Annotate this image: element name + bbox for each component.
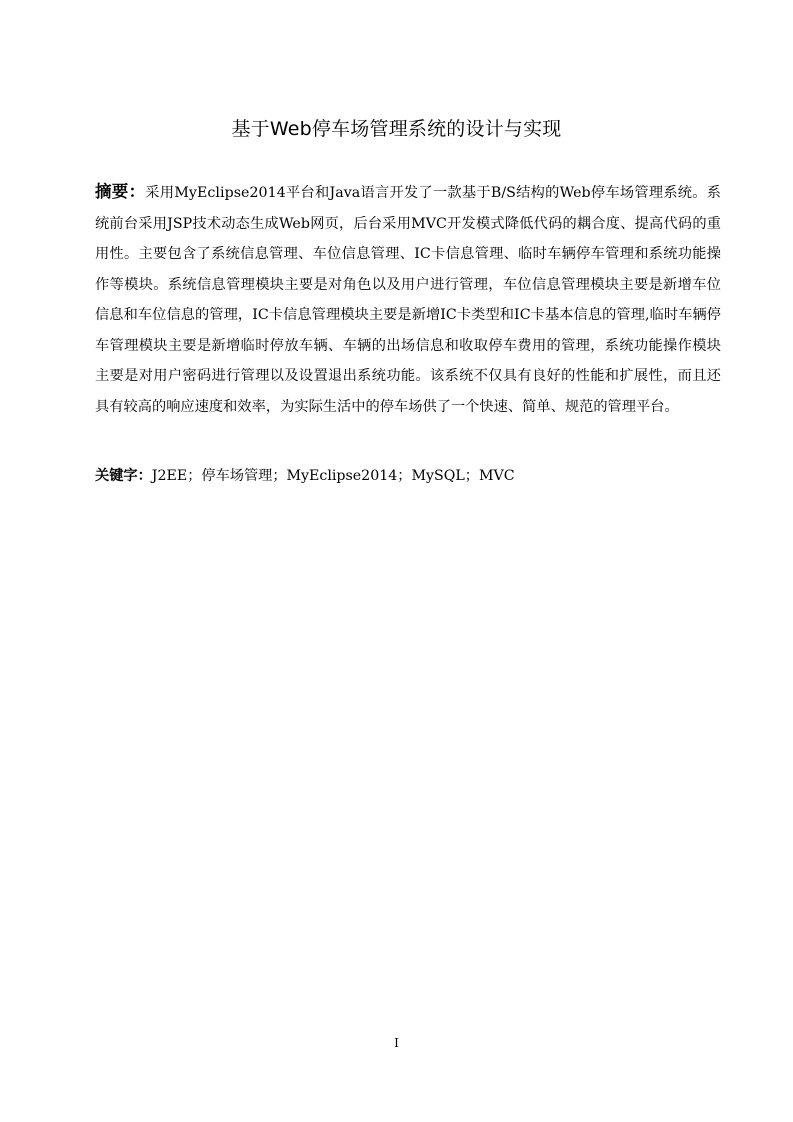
document-title: 基于Web停车场管理系统的设计与实现 bbox=[231, 117, 562, 140]
keywords-text: J2EE；停车场管理；MyEclipse2014；MySQL；MVC bbox=[151, 468, 515, 485]
keywords-paragraph bbox=[95, 466, 721, 486]
page-number: I bbox=[394, 1036, 399, 1050]
abstract-paragraph bbox=[95, 177, 721, 422]
abstract-text: 采用MyEclipse2014平台和Java语言开发了一款基于B/S结构的Web停车场管理系统。系统前台采用JSP技术动态生成Web网页，后台采用MVC开发模式降低代码的耦合度、提高代码的重用性。主要包含了系统信息管理、车位信息管理、IC卡信息管理、临时车辆停车管理和系统功能操作等模块。系统信息管理模块主要是对角色以及用户进行管理，车位信息管理模块主要是新增车位信息和车位信息的管理，IC卡信息管理模块主要是新增IC卡类型和IC卡基本信息的管理,临时车辆停车管理模块主要是新增临时停放车辆、车辆的出场信息和收取停车费用的管理，系统功能操作模块主要是对用户密码进行管理以及设置退出系统功能。该系统不仅具有良好的性能和扩展性，而且还具有较高的响应速度和效率，为实际生活中的停车场供了一个快速、简单、规范的管理平台。 bbox=[95, 185, 722, 415]
abstract-label: 摘要： bbox=[95, 182, 146, 202]
keywords-label: 关键字： bbox=[95, 468, 152, 485]
